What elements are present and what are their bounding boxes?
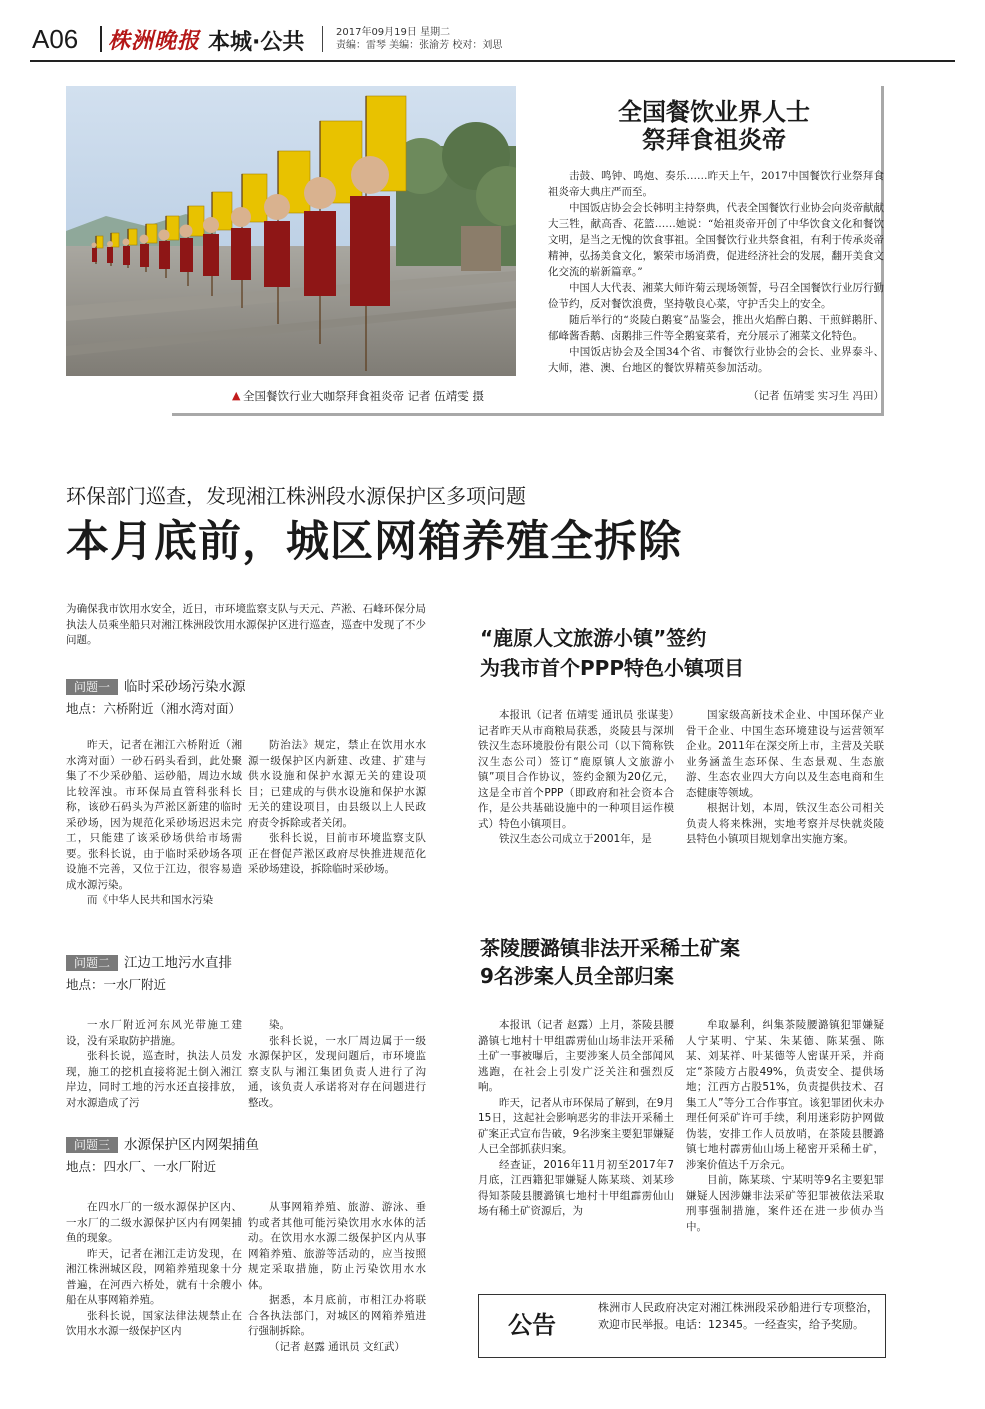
body-paragraph: 一水厂附近河东风光带施工建设，没有采取防护措施。 (66, 1019, 242, 1047)
story-3-column-b (686, 1018, 884, 1280)
issue-location: 地点：六桥附近（湘水湾对面） (66, 701, 242, 716)
main-lede: 为确保我市饮用水安全，近日，市环境监察支队与天元、芦淞、石峰环保分局执法人员乘坐船只对湘江株洲段饮用水源保护区进行巡查，巡查中发现了不少问题。 (66, 603, 426, 646)
body-paragraph: 铁汉生态公司成立于2001年，是 (499, 833, 652, 845)
body-paragraph: 在四水厂的一级水源保护区内、一水厂的二级水源保护区内有网架捕鱼的现象。 (66, 1201, 242, 1244)
feature-paragraph: 中国饭店协会及全国34个省、市餐饮行业协会的会长、业界泰斗、大师，港、澳、台地区的餐饮界精英参加活动。 (548, 346, 884, 374)
issue-location: 地点：一水厂附近 (66, 977, 167, 992)
body-paragraph: 国家级高新技术企业、中国环保产业骨干企业、中国生态环境建设与运营领军企业。2011年在深交所上市，主营及关联业务涵盖生态环保、生态景观、生态旅游、生态农业四大方向以及生态电商和生态健康等领域。 (686, 709, 884, 799)
body-paragraph: 根据计划，本周，铁汉生态公司相关负责人将来株洲，实地考察并尽快就炎陵县特色小镇项目规划拿出实施方案。 (686, 802, 884, 845)
feature-paragraph: 击鼓、鸣钟、鸣炮、奏乐……昨天上午，2017中国餐饮行业祭拜食祖炎帝大典庄严而至。 (548, 170, 884, 198)
issue-1-column-a (66, 738, 242, 926)
page-number: A06 (32, 24, 79, 54)
body-paragraph: 张科长说，国家法律法规禁止在饮用水水源一级保护区内 (66, 1309, 242, 1337)
issue-tag: 问题一 (66, 679, 118, 695)
main-headline: 本月底前，城区网箱养殖全拆除 (66, 517, 682, 567)
notice-label: 公告 (508, 1310, 556, 1339)
body-paragraph: 染。 (269, 1019, 290, 1031)
story-2-column-b (686, 708, 884, 926)
issue-date: 2017年09月19日 星期二 (336, 27, 451, 38)
body-paragraph: 防治法》规定，禁止在饮用水水源一级保护区内新建、改建、扩建与供水设施和保护水源无关的建设项目；已建成的与供水设施和保护水源无关的建设项目，由县级以上人民政府责令拆除或者关闭。 (248, 739, 426, 829)
story-2-title: “鹿原人文旅游小镇”签约 (480, 626, 707, 650)
body-paragraph: 据悉，本月底前，市相江办将联合各执法部门，对城区的网箱养殖进行强制拆除。 (248, 1294, 426, 1337)
body-paragraph: 而《中华人民共和国水污染 (87, 894, 213, 906)
header-rule (30, 60, 955, 62)
main-kicker: 环保部门巡查，发现湘江株洲段水源保护区多项问题 (66, 484, 526, 508)
body-paragraph: 昨天，记者从市环保局了解到，在9月15日，这起社会影响恶劣的非法开采稀土矿案正式宣布告破，9名涉案主要犯罪嫌疑人已全部抓获归案。 (478, 1096, 674, 1155)
body-paragraph: 从事网箱养殖、旅游、游泳、垂钓或者其他可能污染饮用水水体的活动。在饮用水水源二级保护区内从事网箱养殖、旅游等活动的，应当按照规定采取措施，防止污染饮用水水体。 (248, 1201, 426, 1291)
feature-body (548, 168, 884, 376)
caption-triangle-icon: ▲ (232, 389, 241, 402)
issue-2-column-b (248, 1018, 426, 1114)
section-divider (322, 26, 323, 52)
body-paragraph: 目前，陈某琰、宁某明等9名主要犯罪嫌疑人因涉嫌非法采矿等犯罪被依法采取刑事强制措施，案件还在进一步侦办当中。 (686, 1174, 884, 1233)
ceremony-photo-illustration (66, 86, 516, 376)
feature-paragraph: 随后举行的“炎陵白鹅宴”品鉴会，推出火焰醉白鹅、干煎鲜鹅肝、郁峰酱香鹅、卤鹅排三件等全鹅宴菜肴，充分展示了湘菜文化特色。 (548, 314, 884, 342)
masthead-divider (100, 26, 102, 52)
story-3-subtitle: 9名涉案人员全部归案 (480, 964, 674, 988)
story-3-title: 茶陵腰潞镇非法开采稀土矿案 (480, 936, 740, 960)
body-paragraph: 张科长说，一水厂周边属于一级水源保护区，发现问题后，市环境监察支队与湘江集团负责人进行了沟通，该负责人承诺将对存在问题进行整改。 (248, 1034, 426, 1109)
feature-photo (66, 86, 516, 376)
story-3-column-a (478, 1018, 674, 1280)
notice-text: 株洲市人民政府决定对湘江株洲段采砂船进行专项整治，欢迎市民举报。电话：12345。一经查实，给予奖励。 (598, 1301, 878, 1331)
feature-subtitle: 祭拜食祖炎帝 (642, 126, 786, 154)
issue-tag: 问题三 (66, 1137, 118, 1153)
body-paragraph: 昨天，记者在湘江走访发现，在湘江株洲城区段，网箱养殖现象十分普遍，在河西六桥处，就有十余艘小船在从事网箱养殖。 (66, 1247, 242, 1306)
body-paragraph: 牟取暴利，纠集茶陵腰潞镇犯罪嫌疑人宁某明、宁某、朱某德、陈某强、陈某、刘某祥、叶某德等人密谋开采，并商定“茶陵方占股49%，负责安全、提供场地；江西方占股51%，负责提供技术、召集工人”等分工合作事宜。该犯罪团伙未办理任何采矿许可手续，利用迷彩防护网做伪装，安排工作人员放哨，在茶陵县腰潞镇七地村霹雳仙山场上秘密开采稀土矿，涉案价值达千万余元。 (686, 1019, 884, 1171)
feature-paragraph: 中国饭店协会会长韩明主持祭典，代表全国餐饮行业协会向炎帝献献大三牲，献高香、花篮……她说：“始祖炎帝开创了中华饮食文化和餐饮文明，是当之无愧的饮食事祖。全国餐饮行业共祭食祖，有利于传承炎帝精神，弘扬美食文化，繁荣市场消费，促进经济社会的发展，翻开美食文化交流的崭新篇章。” (548, 202, 884, 278)
reporter-credit: （记者 赵露 通讯员 文红武） (269, 1340, 406, 1353)
issue-2-column-a (66, 1018, 242, 1114)
section-name: 本城·公共 (208, 30, 305, 55)
feature-paragraph: 中国人大代表、湘菜大师许菊云现场领誓，号召全国餐饮行业厉行勤俭节约，反对餐饮浪费，坚持敬良心菜，守护舌尖上的安全。 (548, 282, 884, 310)
issue-title: 临时采砂场污染水源 (124, 679, 246, 695)
feature-credit: （记者 伍靖雯 实习生 冯田） (747, 390, 884, 402)
body-paragraph: 张科长说，目前市环境监察支队正在督促芦淞区政府尽快推进规范化采砂场建设，拆除临时采砂场。 (248, 832, 426, 875)
issue-1-column-b (248, 738, 426, 926)
issue-title: 江边工地污水直排 (124, 955, 232, 971)
editor-credits: 责编：雷琴 美编：张渝芳 校对：刘思 (336, 40, 503, 51)
masthead-logo: 株洲晚报 (108, 28, 201, 54)
feature-title: 全国餐饮业界人士 (618, 98, 810, 126)
story-2-column-a (478, 708, 674, 926)
body-paragraph: 经查证，2016年11月初至2017年7月底，江西籍犯罪嫌疑人陈某琰、刘某珍得知茶陵县腰潞镇七地村十甲组霹雳仙山场有稀土矿资源后，为 (478, 1158, 674, 1217)
issue-3-column-b (248, 1200, 426, 1360)
body-paragraph: 本报讯（记者 伍靖雯 通讯员 张谋斐）记者昨天从市商粮局获悉，炎陵县与深圳铁汉生态环境股份有限公司（以下简称铁汉生态公司）签订“鹿原镇人文旅游小镇”项目合作协议，签约金额为20亿元，这是全市首个PPP（即政府和社会资本合作，是公共基础设施中的一种项目运作模式）特色小镇项目。 (478, 709, 674, 830)
photo-caption: 全国餐饮行业大咖祭拜食祖炎帝 记者 伍靖雯 摄 (243, 389, 484, 403)
body-paragraph: 昨天，记者在湘江六桥附近（湘水湾对面）一砂石码头看到，此处聚集了不少采砂船、运砂船，周边水域比较浑浊。市环保局直管科张科长称，该砂石码头为芦淞区新建的临时采砂场，因为规范化采砂场迟迟未完工，只能建了该采砂场供给市场需要。张科长说，由于临时采砂场各项设施不完善，又位于江边，很容易造成水源污染。 (66, 739, 242, 891)
issue-tag: 问题二 (66, 955, 118, 971)
body-paragraph: 张科长说，巡查时，执法人员发现，施工的挖机直接将泥土倒入湘江岸边，同时工地的污水还直接排放，对水源造成了污 (66, 1050, 242, 1109)
body-paragraph: 本报讯（记者 赵露）上月，茶陵县腰潞镇七地村十甲组霹雳仙山场非法开采稀土矿一事被曝后，主要涉案人员全部闻风逃跑，在社会上引发广泛关注和强烈反响。 (478, 1019, 674, 1093)
issue-location: 地点：四水厂、一水厂附近 (66, 1159, 217, 1174)
issue-3-column-a (66, 1200, 242, 1360)
issue-title: 水源保护区内网架捕鱼 (124, 1137, 259, 1153)
story-2-subtitle: 为我市首个PPP特色小镇项目 (480, 656, 744, 680)
